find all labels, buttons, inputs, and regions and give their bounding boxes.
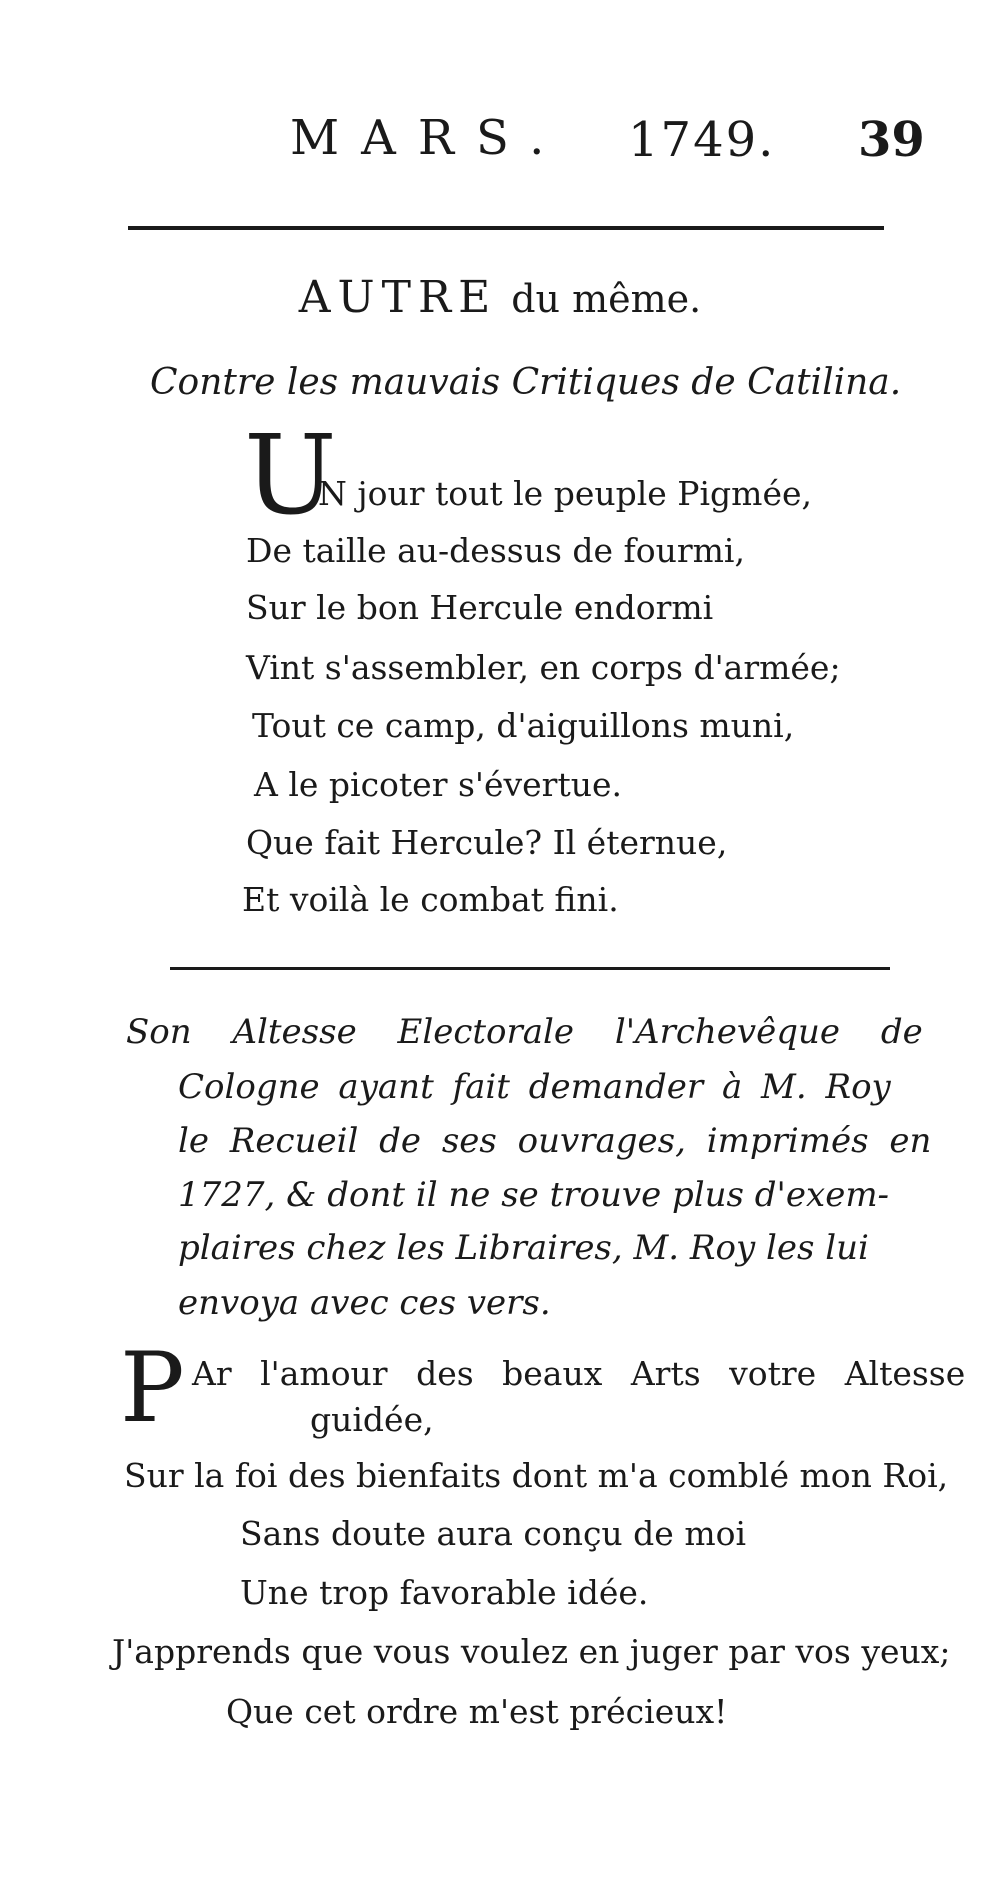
verse-line: De taille au-dessus de fourmi, <box>246 531 745 570</box>
prose-line: le Recueil de ses ouvrages, imprimés en <box>178 1121 932 1161</box>
verse-line: N jour tout le peuple Pigmée, <box>318 474 813 513</box>
prose-line: 1727, & dont il ne se trouve plus d'exem- <box>178 1175 890 1215</box>
poem-subtitle: Contre les mauvais Critiques de Catilina. <box>150 362 902 403</box>
prose-line: Son Altesse Electorale l'Archevêque de <box>126 1012 923 1052</box>
prose-line: envoya avec ces vers. <box>178 1283 551 1323</box>
verse-line: Tout ce camp, d'aiguillons muni, <box>252 706 795 745</box>
drop-cap: U <box>244 411 337 539</box>
verse-line: Ar l'amour des beaux Arts votre Altesse <box>192 1354 966 1393</box>
poem-title-rest: du même. <box>511 277 702 321</box>
verse-line: Sans doute aura conçu de moi <box>240 1514 747 1553</box>
page-number: 39 <box>858 112 925 168</box>
prose-line: Cologne ayant fait demander à M. Roy <box>178 1067 891 1107</box>
prose-line: plaires chez les Libraires, M. Roy les lui <box>178 1228 869 1268</box>
verse-line: Vint s'assembler, en corps d'armée; <box>246 648 841 687</box>
verse-line-continuation: guidée, <box>310 1400 434 1439</box>
verse-line: Une trop favorable idée. <box>240 1573 649 1612</box>
verse-line: Que fait Hercule? Il éternue, <box>246 823 728 862</box>
poem-title <box>0 272 1000 323</box>
running-head-month: MARS. <box>290 110 567 166</box>
running-head-year: 1749. <box>628 112 776 168</box>
verse-line: Et voilà le combat fini. <box>242 880 619 919</box>
verse-line: Sur la foi des bienfaits dont m'a comblé mon Roi, <box>124 1456 949 1495</box>
verse-line: J'apprends que vous voulez en juger par vos yeux; <box>112 1632 951 1671</box>
verse-line: A le picoter s'évertue. <box>254 765 622 804</box>
section-rule <box>170 967 890 970</box>
verse-line: Que cet ordre m'est précieux! <box>226 1692 728 1731</box>
poem-title-caps: AUTRE <box>298 272 498 323</box>
header-rule <box>128 226 884 230</box>
drop-cap: P <box>120 1332 185 1444</box>
verse-line: Sur le bon Hercule endormi <box>246 588 714 627</box>
